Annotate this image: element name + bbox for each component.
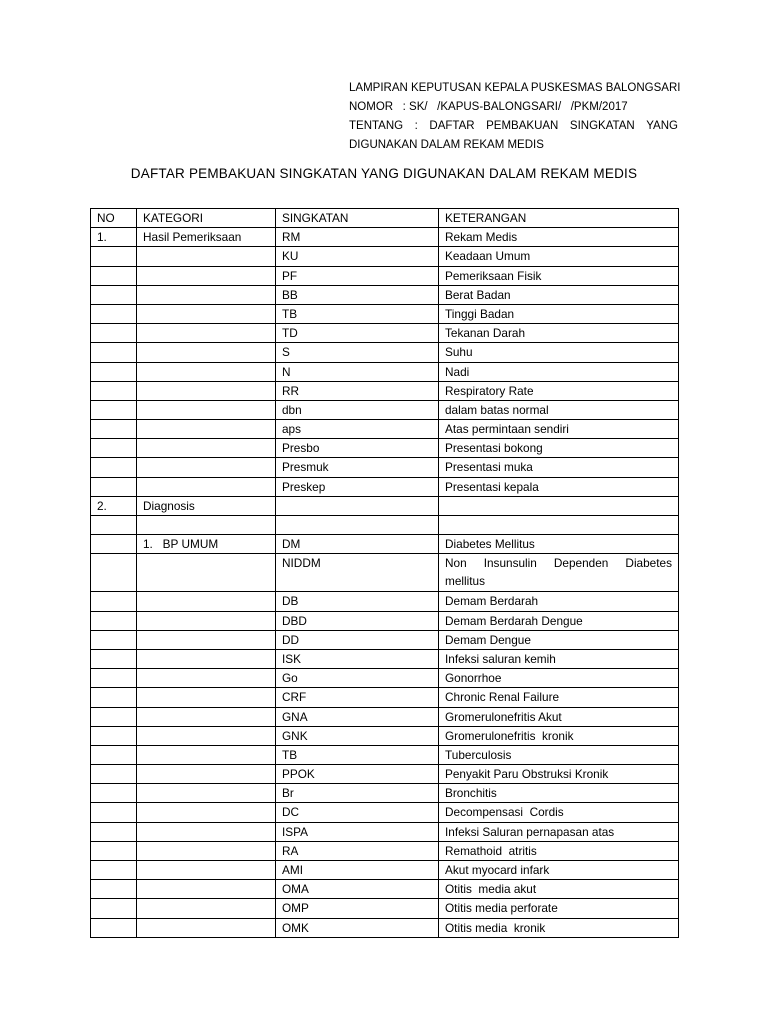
table-header-row	[91, 209, 679, 228]
cell-singkatan: N	[276, 362, 439, 381]
table-row	[91, 496, 679, 515]
cell-singkatan: PPOK	[276, 765, 439, 784]
cell-no	[91, 784, 137, 803]
table-row	[91, 918, 679, 937]
cell-no	[91, 880, 137, 899]
appendix-line-4: DIGUNAKAN DALAM REKAM MEDIS	[349, 139, 544, 151]
cell-kategori	[137, 765, 276, 784]
appendix-word: TENTANG	[349, 120, 404, 132]
cell-singkatan: RM	[276, 228, 439, 247]
appendix-header	[349, 79, 681, 155]
cell-kategori	[137, 381, 276, 400]
keterangan-word: Diabetes	[625, 556, 672, 571]
cell-kategori	[137, 841, 276, 860]
cell-singkatan: RR	[276, 381, 439, 400]
cell-no	[91, 918, 137, 937]
cell-kategori	[137, 592, 276, 611]
cell-keterangan: Gromerulonefritis kronik	[439, 726, 679, 745]
cell-singkatan: dbn	[276, 400, 439, 419]
cell-no	[91, 592, 137, 611]
cell-keterangan: Presentasi kepala	[439, 477, 679, 496]
cell-no	[91, 535, 137, 554]
cell-singkatan: DM	[276, 535, 439, 554]
cell-kategori	[137, 899, 276, 918]
cell-keterangan: Atas permintaan sendiri	[439, 420, 679, 439]
cell-keterangan: Diabetes Mellitus	[439, 535, 679, 554]
cell-singkatan	[276, 516, 439, 535]
cell-singkatan: NIDDM	[276, 554, 439, 592]
table-row	[91, 458, 679, 477]
table-row	[91, 362, 679, 381]
table-row	[91, 535, 679, 554]
cell-singkatan: DD	[276, 630, 439, 649]
cell-no: 2.	[91, 496, 137, 515]
cell-keterangan: Bronchitis	[439, 784, 679, 803]
cell-no	[91, 343, 137, 362]
appendix-line-1: LAMPIRAN KEPUTUSAN KEPALA PUSKESMAS BALONGSARI	[349, 82, 681, 94]
cell-singkatan: GNA	[276, 707, 439, 726]
cell-keterangan	[439, 496, 679, 515]
cell-no	[91, 266, 137, 285]
cell-kategori	[137, 285, 276, 304]
cell-kategori	[137, 726, 276, 745]
cell-singkatan: TB	[276, 304, 439, 323]
table-row	[91, 822, 679, 841]
table-row	[91, 439, 679, 458]
cell-singkatan: BB	[276, 285, 439, 304]
cell-keterangan: Infeksi saluran kemih	[439, 649, 679, 668]
cell-keterangan: Tekanan Darah	[439, 324, 679, 343]
keterangan-line-2: mellitus	[445, 574, 485, 589]
cell-keterangan: Otitis media kronik	[439, 918, 679, 937]
cell-keterangan: Keadaan Umum	[439, 247, 679, 266]
cell-kategori	[137, 266, 276, 285]
cell-kategori	[137, 362, 276, 381]
table-row	[91, 592, 679, 611]
cell-singkatan: TB	[276, 745, 439, 764]
cell-singkatan: ISK	[276, 649, 439, 668]
keterangan-word: Dependen	[553, 556, 609, 571]
table-row	[91, 630, 679, 649]
cell-no	[91, 324, 137, 343]
table-row	[91, 304, 679, 323]
cell-no	[91, 304, 137, 323]
cell-singkatan: S	[276, 343, 439, 362]
table-row	[91, 726, 679, 745]
table-row	[91, 707, 679, 726]
table-row	[91, 899, 679, 918]
document-title: DAFTAR PEMBAKUAN SINGKATAN YANG DIGUNAKAN DALAM REKAM MEDIS	[130, 166, 638, 181]
cell-keterangan: Berat Badan	[439, 285, 679, 304]
cell-singkatan: DB	[276, 592, 439, 611]
cell-keterangan: Tuberculosis	[439, 745, 679, 764]
table-row	[91, 649, 679, 668]
cell-kategori	[137, 630, 276, 649]
cell-kategori	[137, 784, 276, 803]
cell-kategori	[137, 649, 276, 668]
cell-singkatan: OMP	[276, 899, 439, 918]
cell-no	[91, 458, 137, 477]
cell-no	[91, 477, 137, 496]
table-row	[91, 516, 679, 535]
cell-kategori	[137, 458, 276, 477]
table-row	[91, 247, 679, 266]
cell-singkatan: Preskep	[276, 477, 439, 496]
cell-no	[91, 420, 137, 439]
cell-keterangan: Tinggi Badan	[439, 304, 679, 323]
table-row	[91, 381, 679, 400]
table-row	[91, 266, 679, 285]
cell-kategori	[137, 822, 276, 841]
appendix-word: YANG	[646, 120, 678, 132]
cell-no	[91, 841, 137, 860]
table-row	[91, 228, 679, 247]
table-row	[91, 420, 679, 439]
cell-singkatan: OMK	[276, 918, 439, 937]
appendix-line-2: NOMOR : SK/ /KAPUS-BALONGSARI/ /PKM/2017	[349, 101, 628, 113]
cell-kategori	[137, 247, 276, 266]
table-row	[91, 343, 679, 362]
cell-no	[91, 611, 137, 630]
cell-keterangan: Otitis media perforate	[439, 899, 679, 918]
cell-no	[91, 765, 137, 784]
table-row	[91, 803, 679, 822]
cell-no	[91, 439, 137, 458]
cell-keterangan: Rekam Medis	[439, 228, 679, 247]
cell-kategori	[137, 880, 276, 899]
cell-keterangan: Suhu	[439, 343, 679, 362]
abbreviation-table	[90, 208, 679, 938]
table-row	[91, 745, 679, 764]
appendix-word: PEMBAKUAN	[486, 120, 559, 132]
cell-kategori	[137, 516, 276, 535]
cell-kategori	[137, 669, 276, 688]
cell-singkatan: TD	[276, 324, 439, 343]
cell-singkatan: DC	[276, 803, 439, 822]
table-row	[91, 880, 679, 899]
cell-kategori	[137, 439, 276, 458]
cell-no	[91, 726, 137, 745]
cell-singkatan: GNK	[276, 726, 439, 745]
cell-kategori	[137, 707, 276, 726]
cell-keterangan: Demam Berdarah	[439, 592, 679, 611]
appendix-line-3	[349, 117, 678, 136]
cell-keterangan	[439, 554, 679, 592]
cell-kategori: 1. BP UMUM	[137, 535, 276, 554]
cell-kategori	[137, 861, 276, 880]
header-kategori: KATEGORI	[137, 209, 276, 228]
cell-no	[91, 516, 137, 535]
cell-singkatan: KU	[276, 247, 439, 266]
table-row	[91, 669, 679, 688]
cell-kategori	[137, 611, 276, 630]
table-row	[91, 324, 679, 343]
cell-keterangan: Presentasi muka	[439, 458, 679, 477]
cell-singkatan: AMI	[276, 861, 439, 880]
cell-no	[91, 285, 137, 304]
cell-keterangan: dalam batas normal	[439, 400, 679, 419]
cell-keterangan: Demam Berdarah Dengue	[439, 611, 679, 630]
cell-no	[91, 707, 137, 726]
cell-no	[91, 554, 137, 592]
cell-keterangan: Infeksi Saluran pernapasan atas	[439, 822, 679, 841]
cell-no	[91, 400, 137, 419]
cell-kategori	[137, 420, 276, 439]
cell-no	[91, 803, 137, 822]
cell-singkatan: Br	[276, 784, 439, 803]
cell-no	[91, 899, 137, 918]
header-keterangan: KETERANGAN	[439, 209, 679, 228]
cell-keterangan: Remathoid atritis	[439, 841, 679, 860]
cell-no	[91, 861, 137, 880]
table-row	[91, 841, 679, 860]
table-row	[91, 765, 679, 784]
table-row	[91, 861, 679, 880]
cell-keterangan: Decompensasi Cordis	[439, 803, 679, 822]
cell-singkatan: aps	[276, 420, 439, 439]
cell-singkatan: PF	[276, 266, 439, 285]
cell-no	[91, 247, 137, 266]
cell-keterangan: Pemeriksaan Fisik	[439, 266, 679, 285]
cell-singkatan: OMA	[276, 880, 439, 899]
header-singkatan: SINGKATAN	[276, 209, 439, 228]
cell-kategori	[137, 803, 276, 822]
cell-keterangan: Respiratory Rate	[439, 381, 679, 400]
table-row	[91, 285, 679, 304]
cell-keterangan: Otitis media akut	[439, 880, 679, 899]
cell-no	[91, 649, 137, 668]
cell-singkatan: DBD	[276, 611, 439, 630]
cell-no	[91, 822, 137, 841]
cell-keterangan	[439, 516, 679, 535]
cell-kategori	[137, 918, 276, 937]
cell-no	[91, 630, 137, 649]
cell-kategori	[137, 304, 276, 323]
cell-no	[91, 669, 137, 688]
cell-singkatan: ISPA	[276, 822, 439, 841]
cell-keterangan: Presentasi bokong	[439, 439, 679, 458]
cell-no	[91, 745, 137, 764]
keterangan-word: Non	[445, 556, 467, 571]
cell-keterangan: Penyakit Paru Obstruksi Kronik	[439, 765, 679, 784]
table-row	[91, 784, 679, 803]
appendix-word: :	[414, 120, 418, 132]
cell-kategori	[137, 745, 276, 764]
cell-keterangan: Chronic Renal Failure	[439, 688, 679, 707]
appendix-word: SINGKATAN	[569, 120, 635, 132]
cell-kategori	[137, 688, 276, 707]
cell-singkatan: Go	[276, 669, 439, 688]
keterangan-word: Insunsulin	[483, 556, 537, 571]
cell-kategori	[137, 324, 276, 343]
table-row	[91, 554, 679, 592]
cell-kategori	[137, 477, 276, 496]
cell-keterangan: Gromerulonefritis Akut	[439, 707, 679, 726]
cell-keterangan: Gonorrhoe	[439, 669, 679, 688]
cell-keterangan: Demam Dengue	[439, 630, 679, 649]
cell-singkatan: Presmuk	[276, 458, 439, 477]
cell-no	[91, 381, 137, 400]
cell-keterangan: Akut myocard infark	[439, 861, 679, 880]
cell-kategori: Hasil Pemeriksaan	[137, 228, 276, 247]
appendix-word: DAFTAR	[429, 120, 475, 132]
cell-kategori	[137, 343, 276, 362]
header-no: NO	[91, 209, 137, 228]
cell-no: 1.	[91, 228, 137, 247]
cell-kategori: Diagnosis	[137, 496, 276, 515]
cell-kategori	[137, 400, 276, 419]
table-row	[91, 688, 679, 707]
table-row	[91, 477, 679, 496]
cell-singkatan: RA	[276, 841, 439, 860]
cell-singkatan: CRF	[276, 688, 439, 707]
table-row	[91, 400, 679, 419]
cell-keterangan: Nadi	[439, 362, 679, 381]
cell-no	[91, 688, 137, 707]
cell-singkatan	[276, 496, 439, 515]
cell-singkatan: Presbo	[276, 439, 439, 458]
cell-no	[91, 362, 137, 381]
cell-kategori	[137, 554, 276, 592]
table-row	[91, 611, 679, 630]
